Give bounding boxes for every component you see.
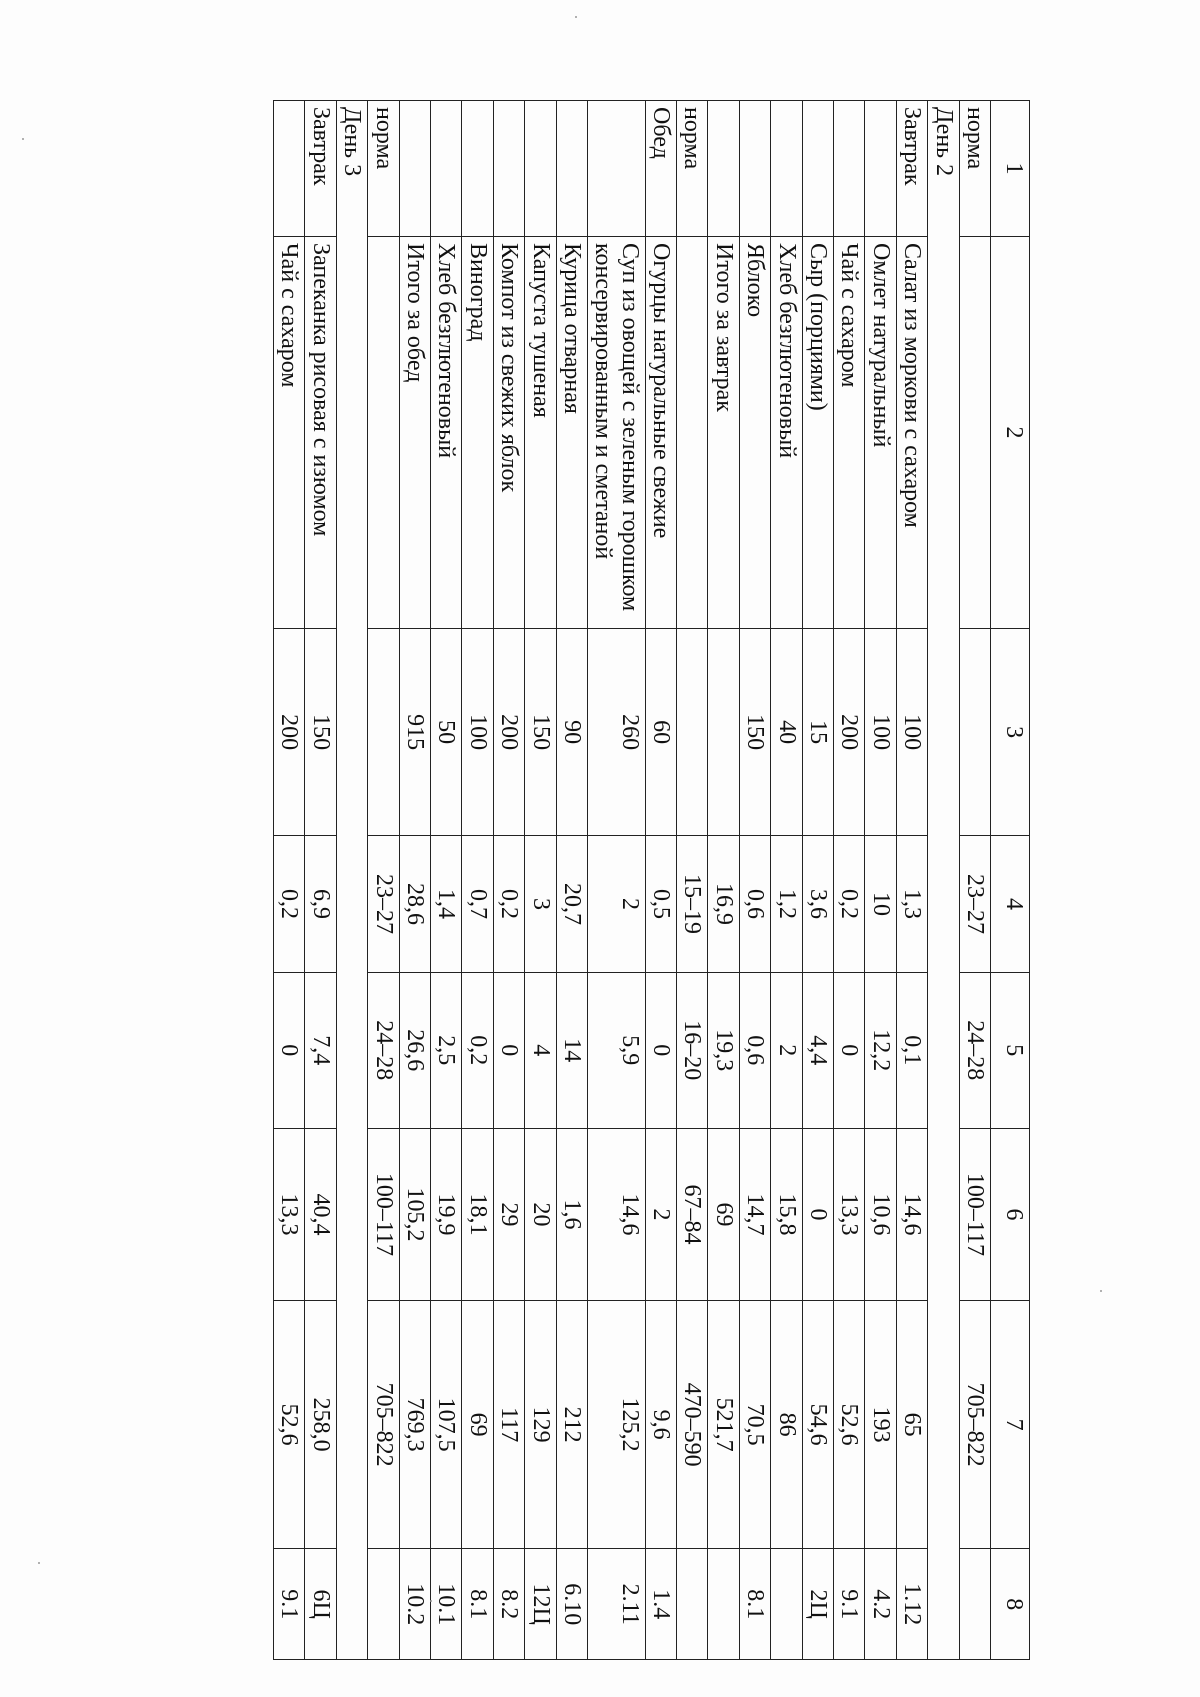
table-cell: 54,6: [802, 1300, 833, 1549]
table-cell: 60: [645, 628, 676, 836]
table-cell: [959, 1549, 990, 1660]
day-heading: День 2: [928, 101, 959, 1660]
table-cell: Сыр (порциями): [802, 237, 833, 629]
table-cell: 769,3: [399, 1300, 430, 1549]
table-cell: [959, 628, 990, 836]
table-row: [708, 101, 739, 1660]
table-cell: 7,4: [305, 972, 336, 1129]
column-header: 1: [991, 101, 1030, 237]
column-header: 3: [991, 628, 1030, 836]
table-cell: Завтрак: [896, 101, 927, 237]
table-cell: 16,9: [708, 836, 739, 972]
table-row: [645, 101, 676, 1660]
column-header: 4: [991, 836, 1030, 972]
table-cell: 2: [771, 972, 802, 1129]
table-row: [802, 101, 833, 1660]
table-cell: 26,6: [399, 972, 430, 1129]
table-cell: 19,3: [708, 972, 739, 1129]
table-cell: 9.1: [274, 1549, 305, 1660]
table-cell: Запеканка рисовая с изюмом: [305, 237, 336, 629]
table-cell: 2: [645, 1129, 676, 1301]
table-cell: 0,2: [462, 972, 493, 1129]
table-cell: 12Ц: [525, 1549, 556, 1660]
table-cell: 65: [896, 1300, 927, 1549]
table-cell: 193: [865, 1300, 896, 1549]
scan-speck: [430, 1600, 432, 1602]
table-row: [739, 101, 770, 1660]
table-cell: [525, 101, 556, 237]
table-cell: Завтрак: [305, 101, 336, 237]
table-cell: [556, 101, 587, 237]
table-cell: норма: [368, 101, 399, 237]
table-cell: 9,6: [645, 1300, 676, 1549]
table-cell: 29: [493, 1129, 524, 1301]
table-cell: 705–822: [368, 1300, 399, 1549]
table-cell: 14,6: [896, 1129, 927, 1301]
table-cell: [368, 237, 399, 629]
table-cell: 100: [865, 628, 896, 836]
table-cell: Салат из моркови с сахаром: [896, 237, 927, 629]
table-cell: 10,6: [865, 1129, 896, 1301]
table-cell: 24–28: [959, 972, 990, 1129]
table-cell: 521,7: [708, 1300, 739, 1549]
table-row: [525, 101, 556, 1660]
table-cell: [274, 101, 305, 237]
table-cell: 200: [493, 628, 524, 836]
table-cell: [368, 1549, 399, 1660]
table-cell: 16–20: [677, 972, 708, 1129]
table-cell: 1.12: [896, 1549, 927, 1660]
column-header: 6: [991, 1129, 1030, 1301]
table-cell: Хлеб безглютеновый: [771, 237, 802, 629]
table-cell: [708, 101, 739, 237]
table-row: [336, 101, 367, 1660]
table-cell: 0: [274, 972, 305, 1129]
scan-speck: [1100, 1290, 1102, 1292]
table-cell: 129: [525, 1300, 556, 1549]
table-cell: Курица отварная: [556, 237, 587, 629]
table-cell: 86: [771, 1300, 802, 1549]
table-cell: 3: [525, 836, 556, 972]
table-cell: Яблоко: [739, 237, 770, 629]
table-cell: 4.2: [865, 1549, 896, 1660]
table-cell: 13,3: [834, 1129, 865, 1301]
table-cell: 258,0: [305, 1300, 336, 1549]
day-heading: День 3: [336, 101, 367, 1660]
table-cell: Итого за завтрак: [708, 237, 739, 629]
table-cell: 15,8: [771, 1129, 802, 1301]
table-row: [865, 101, 896, 1660]
table-cell: 2Ц: [802, 1549, 833, 1660]
table-cell: 0,5: [645, 836, 676, 972]
column-header: 5: [991, 972, 1030, 1129]
table-cell: [677, 628, 708, 836]
table-cell: 23–27: [368, 836, 399, 972]
table-cell: [708, 628, 739, 836]
table-cell: 3,6: [802, 836, 833, 972]
table-cell: 10.1: [430, 1549, 461, 1660]
table-cell: [430, 101, 461, 237]
table-cell: 705–822: [959, 1300, 990, 1549]
table-cell: 100: [462, 628, 493, 836]
table-row: [462, 101, 493, 1660]
table-cell: [587, 101, 645, 237]
table-row: [305, 101, 336, 1660]
table-cell: 0,2: [834, 836, 865, 972]
table-row: [493, 101, 524, 1660]
scan-speck: [575, 16, 577, 18]
table-cell: [771, 1549, 802, 1660]
table-cell: 90: [556, 628, 587, 836]
table-cell: Итого за обед: [399, 237, 430, 629]
table-cell: 150: [305, 628, 336, 836]
table-cell: 20: [525, 1129, 556, 1301]
table-cell: [771, 101, 802, 237]
table-cell: 14,7: [739, 1129, 770, 1301]
table-row: [959, 101, 990, 1660]
table-cell: Виноград: [462, 237, 493, 629]
table-cell: Капуста тушеная: [525, 237, 556, 629]
table-cell: 14: [556, 972, 587, 1129]
table-cell: 23–27: [959, 836, 990, 972]
table-row: [368, 101, 399, 1660]
table-cell: 0,2: [493, 836, 524, 972]
table-cell: 69: [462, 1300, 493, 1549]
table-cell: [739, 101, 770, 237]
rotated-table-wrapper: [80, 100, 1030, 1660]
table-cell: [708, 1549, 739, 1660]
table-cell: Омлет натуральный: [865, 237, 896, 629]
table-cell: 150: [525, 628, 556, 836]
table-cell: 10: [865, 836, 896, 972]
table-cell: 0,6: [739, 972, 770, 1129]
table-cell: Компот из свежих яблок: [493, 237, 524, 629]
table-cell: 2: [587, 836, 645, 972]
table-cell: 10.2: [399, 1549, 430, 1660]
table-cell: 0: [834, 972, 865, 1129]
table-cell: 470–590: [677, 1300, 708, 1549]
table-cell: норма: [677, 101, 708, 237]
table-cell: 150: [739, 628, 770, 836]
table-cell: Обед: [645, 101, 676, 237]
table-cell: 0,1: [896, 972, 927, 1129]
table-row: [399, 101, 430, 1660]
table-row: [677, 101, 708, 1660]
table-cell: 28,6: [399, 836, 430, 972]
table-cell: 0: [493, 972, 524, 1129]
table-cell: 100: [896, 628, 927, 836]
table-cell: [802, 101, 833, 237]
table-row: [430, 101, 461, 1660]
table-cell: [368, 628, 399, 836]
table-cell: 69: [708, 1129, 739, 1301]
table-cell: [959, 237, 990, 629]
table-cell: 915: [399, 628, 430, 836]
scan-speck: [22, 138, 24, 140]
table-cell: 0,2: [274, 836, 305, 972]
scan-speck: [38, 1562, 40, 1564]
table-cell: 70,5: [739, 1300, 770, 1549]
table-cell: [677, 1549, 708, 1660]
table-row: [556, 101, 587, 1660]
column-number-row: [991, 101, 1030, 1660]
table-cell: 107,5: [430, 1300, 461, 1549]
table-cell: 1,2: [771, 836, 802, 972]
table-cell: 1.4: [645, 1549, 676, 1660]
table-cell: 8.1: [739, 1549, 770, 1660]
table-row: [771, 101, 802, 1660]
table-cell: 19,9: [430, 1129, 461, 1301]
table-cell: 1,4: [430, 836, 461, 972]
table-cell: Суп из овощей с зеленым горошком консервированным и сметаной: [587, 237, 645, 629]
table-cell: 40,4: [305, 1129, 336, 1301]
table-cell: Чай с сахаром: [834, 237, 865, 629]
table-cell: 24–28: [368, 972, 399, 1129]
table-row: [274, 101, 305, 1660]
table-cell: Огурцы натуральные свежие: [645, 237, 676, 629]
table-cell: 100–117: [959, 1129, 990, 1301]
table-cell: 18,1: [462, 1129, 493, 1301]
table-cell: 8.1: [462, 1549, 493, 1660]
column-header: 2: [991, 237, 1030, 629]
table-cell: 125,2: [587, 1300, 645, 1549]
table-cell: 117: [493, 1300, 524, 1549]
table-cell: 6.10: [556, 1549, 587, 1660]
table-row: [928, 101, 959, 1660]
table-cell: 200: [834, 628, 865, 836]
table-cell: 9.1: [834, 1549, 865, 1660]
table-cell: 6Ц: [305, 1549, 336, 1660]
table-cell: норма: [959, 101, 990, 237]
table-cell: [462, 101, 493, 237]
column-header: 7: [991, 1300, 1030, 1549]
table-cell: 1,6: [556, 1129, 587, 1301]
table-cell: 260: [587, 628, 645, 836]
table-cell: Хлеб безглютеновый: [430, 237, 461, 629]
table-row: [834, 101, 865, 1660]
table-cell: 13,3: [274, 1129, 305, 1301]
table-cell: 15–19: [677, 836, 708, 972]
table-cell: 15: [802, 628, 833, 836]
table-cell: 100–117: [368, 1129, 399, 1301]
menu-nutrition-table: [273, 100, 1030, 1660]
table-cell: 52,6: [834, 1300, 865, 1549]
table-cell: 50: [430, 628, 461, 836]
table-cell: 20,7: [556, 836, 587, 972]
table-cell: 52,6: [274, 1300, 305, 1549]
column-header: 8: [991, 1549, 1030, 1660]
table-row: [896, 101, 927, 1660]
table-cell: 0: [802, 1129, 833, 1301]
table-cell: 12,2: [865, 972, 896, 1129]
table-cell: Чай с сахаром: [274, 237, 305, 629]
table-cell: 5,9: [587, 972, 645, 1129]
table-cell: 0: [645, 972, 676, 1129]
table-cell: 4,4: [802, 972, 833, 1129]
table-cell: 2,5: [430, 972, 461, 1129]
table-cell: 67–84: [677, 1129, 708, 1301]
table-cell: 6,9: [305, 836, 336, 972]
table-cell: 2.11: [587, 1549, 645, 1660]
table-cell: 40: [771, 628, 802, 836]
table-cell: 212: [556, 1300, 587, 1549]
table-cell: [865, 101, 896, 237]
table-cell: [493, 101, 524, 237]
table-cell: 4: [525, 972, 556, 1129]
table-row: [587, 101, 645, 1660]
table-cell: 0,6: [739, 836, 770, 972]
table-cell: 200: [274, 628, 305, 836]
table-cell: [834, 101, 865, 237]
table-cell: 105,2: [399, 1129, 430, 1301]
table-cell: [677, 237, 708, 629]
table-cell: [399, 101, 430, 237]
table-cell: 14,6: [587, 1129, 645, 1301]
table-cell: 0,7: [462, 836, 493, 972]
table-cell: 1,3: [896, 836, 927, 972]
table-cell: 8.2: [493, 1549, 524, 1660]
